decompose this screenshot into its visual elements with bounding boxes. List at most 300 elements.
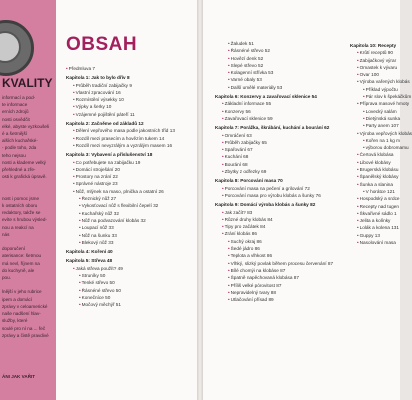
- toc-column-left: [66, 34, 194, 309]
- toc-page-number: 50: [108, 280, 115, 286]
- bullet-icon: •: [357, 167, 359, 173]
- toc-entry: [350, 166, 405, 173]
- toc-entry: [350, 188, 405, 195]
- toc-entry-title: Hovězí denk: [230, 55, 257, 61]
- toc-page-number: 13: [168, 128, 175, 134]
- sidebar-heading: KVALITY: [2, 76, 53, 90]
- toc-entry: [215, 267, 350, 274]
- toc-chapter: [66, 120, 194, 127]
- toc-entry-title: Dietýnská sunka: [365, 115, 401, 121]
- toc-entry: [66, 265, 194, 272]
- toc-entry-title: Vykosťovací nůž s flexibilní čepelí: [81, 203, 152, 209]
- toc-entry-title: Blekový nůž: [81, 239, 107, 245]
- toc-entry-title: Řásnéné střevo: [81, 287, 115, 293]
- toc-page-number: 52: [263, 48, 271, 54]
- toc-entry-title: Výpky a šerky: [75, 104, 105, 110]
- toc-page-number: 18: [145, 152, 153, 158]
- toc-page-number: 62: [322, 125, 330, 131]
- toc-page-number: 86: [265, 253, 273, 259]
- toc-entry: [215, 62, 350, 69]
- toc-entry: [215, 282, 350, 289]
- toc-entry-title: Kapitola 8: Porcování masa: [215, 178, 277, 184]
- toc-entry-title: Loupací nůž: [81, 225, 108, 231]
- toc-entry-title: Tipy pro začátek: [224, 224, 259, 230]
- toc-entry-title: Kapitola 9: Domácí výroba klobás a šunky: [215, 202, 309, 208]
- bullet-icon: •: [228, 238, 230, 244]
- toc-entry-title: Příliš velké pórovitost: [230, 282, 275, 288]
- bullet-icon: •: [228, 253, 230, 259]
- toc-entry-title: Prostory na zrání: [75, 174, 112, 180]
- toc-page-number: 83: [245, 209, 253, 215]
- toc-entry: [66, 202, 194, 209]
- toc-entry-title: Rozdíl mezi prasecím a hovězím tukem: [75, 135, 158, 141]
- bullet-icon: •: [222, 101, 224, 107]
- bullet-icon: •: [222, 169, 224, 175]
- toc-entry: [350, 224, 405, 231]
- bullet-icon: •: [73, 142, 75, 148]
- toc-entry: [215, 47, 350, 54]
- toc-entry-title: Utlačování přísad: [230, 297, 268, 303]
- toc-entry-title: Zabijačkový výrar: [359, 57, 397, 63]
- bullet-icon: •: [228, 275, 230, 281]
- toc-entry: [66, 173, 194, 180]
- toc-page-number: 56: [244, 108, 251, 114]
- toc-chapter: [215, 177, 350, 184]
- toc-entry-title: Jelita a kolínky: [359, 218, 391, 224]
- bullet-icon: •: [73, 188, 75, 194]
- toc-page-number: 52: [256, 62, 264, 68]
- toc-chapter: [350, 42, 405, 49]
- toc-entry: [350, 173, 405, 180]
- toc-entry: [66, 210, 194, 217]
- toc-entry: [215, 139, 350, 146]
- toc-page-number: 16: [114, 89, 121, 95]
- bullet-icon: •: [222, 161, 224, 167]
- bullet-icon: •: [363, 94, 365, 100]
- bullet-icon: •: [222, 147, 224, 153]
- toc-entry: [66, 188, 194, 195]
- toc-entry-title: Šunka a slanina: [359, 181, 394, 187]
- toc-chapter: [66, 257, 194, 264]
- toc-entry: [215, 289, 350, 296]
- toc-entry: [215, 223, 350, 230]
- toc-entry-title: Konečníce: [81, 294, 104, 300]
- toc-entry-title: Zbytky z odřezky: [224, 169, 260, 175]
- toc-entry-title: Správné nástroje: [75, 181, 112, 187]
- toc-entry: [215, 108, 350, 115]
- toc-page-number: 90: [386, 50, 394, 56]
- toc-page-number: 51: [247, 41, 254, 46]
- toc-entry: [350, 151, 405, 158]
- toc-entry: [66, 135, 194, 142]
- toc-entry-title: Spařování: [224, 147, 247, 153]
- toc-entry-title: Základní informace: [224, 101, 265, 107]
- toc-entry-title: Bourání: [224, 161, 242, 167]
- bullet-icon: •: [357, 72, 359, 78]
- toc-entry: [215, 69, 350, 76]
- bullet-icon: •: [222, 132, 224, 138]
- toc-entry-title: Teplota a vlhkost: [230, 253, 266, 259]
- toc-page-number: 27: [109, 196, 117, 202]
- toc-page-number: 87: [274, 282, 282, 288]
- bullet-icon: •: [228, 297, 230, 303]
- bullet-icon: •: [79, 294, 81, 300]
- toc-entry-title: Kořen na 1 kg m: [365, 137, 401, 143]
- bullet-icon: •: [73, 89, 75, 95]
- toc-entry: [66, 272, 194, 279]
- toc-entry: [66, 195, 194, 202]
- bullet-icon: •: [228, 55, 230, 61]
- toc-entry: [66, 287, 194, 294]
- bullet-icon: •: [363, 137, 365, 143]
- bullet-icon: •: [73, 128, 75, 134]
- toc-entry: [215, 100, 350, 107]
- toc-entry-title: Močový měchýř: [81, 302, 115, 308]
- bullet-icon: •: [79, 196, 81, 202]
- bullet-icon: •: [357, 152, 359, 158]
- bullet-icon: •: [222, 108, 224, 114]
- toc-entry-title: Lovecký salám: [365, 108, 397, 114]
- bullet-icon: •: [73, 159, 75, 165]
- bullet-icon: •: [228, 41, 230, 46]
- bullet-icon: •: [357, 130, 359, 136]
- toc-entry: [350, 181, 405, 188]
- toc-entry-title: Brugerská klobásu: [359, 167, 399, 173]
- toc-entry: [66, 301, 194, 308]
- quality-seal-icon: [0, 20, 34, 76]
- toc-entry: [215, 296, 350, 303]
- toc-entry-title: Tenké střevo: [81, 280, 109, 286]
- toc-entry-title: Špatně napěchovaná klobása: [230, 275, 293, 281]
- toc-entry: [215, 55, 350, 62]
- bullet-icon: •: [66, 66, 68, 71]
- toc-entry: [66, 166, 194, 173]
- toc-entry-title: Zrání klobás: [224, 231, 251, 237]
- toc-entry: [350, 144, 409, 151]
- toc-page-number: 33: [106, 239, 114, 245]
- toc-entry: [215, 274, 350, 281]
- toc-page-number: 87: [326, 260, 334, 266]
- bullet-icon: •: [228, 289, 230, 295]
- toc-page-number: 9: [128, 82, 132, 88]
- bullet-icon: •: [222, 192, 224, 198]
- bullet-icon: •: [357, 181, 359, 187]
- toc-entry: [66, 142, 194, 149]
- toc-page-number: 26: [157, 188, 164, 194]
- toc-page-number: 65: [260, 139, 267, 145]
- bullet-icon: •: [363, 145, 365, 151]
- toc-entry-title: Rozdíl mezi nevyzrálým a vyzrálým masem: [75, 142, 166, 148]
- sidebar-footer: ÁNI JAK VAŘIT: [2, 374, 36, 379]
- toc-entry-title: Nůž na šunku: [81, 232, 111, 238]
- toc-entry: [350, 239, 405, 246]
- toc-entry-title: Omastek k vývaru: [359, 64, 398, 70]
- toc-entry-title: Žaludek: [230, 41, 248, 46]
- toc-page-number: 76: [314, 192, 321, 198]
- toc-page-number: 33: [110, 232, 117, 238]
- toc-entry-title: Další umělé materiály: [230, 84, 276, 90]
- toc-entry-title: Krůtí receptů: [359, 50, 387, 56]
- toc-page-number: 107: [389, 123, 399, 129]
- bullet-icon: •: [222, 231, 224, 237]
- toc-entry: [350, 122, 405, 129]
- toc-page-number: 131: [389, 225, 400, 231]
- bullet-icon: •: [73, 181, 75, 187]
- toc-entry-title: Nůž na podvazování klobás: [81, 217, 140, 223]
- toc-page-number: 86: [253, 246, 260, 252]
- toc-page-number: 10: [117, 97, 124, 103]
- toc-page-number: 19: [133, 159, 141, 165]
- toc-entry: [350, 78, 410, 85]
- toc-entry: [215, 168, 350, 175]
- bullet-icon: •: [228, 84, 230, 90]
- toc-page-number: 33: [107, 225, 114, 231]
- toc-entry-title: Omráčení: [224, 132, 246, 138]
- toc-entry-title: Výroba vepřových klobás: [359, 130, 412, 136]
- toc-entry: [215, 161, 350, 168]
- toc-page-number: 68: [241, 161, 248, 167]
- toc-page-number: 88: [269, 289, 277, 295]
- bullet-icon: •: [79, 203, 81, 209]
- toc-entry-title: Různé druhy klobás: [224, 216, 267, 222]
- toc-page-number: 59: [266, 115, 273, 121]
- bullet-icon: •: [228, 282, 230, 288]
- toc-chapter: [66, 248, 194, 255]
- bullet-icon: •: [228, 267, 230, 273]
- toc-entry-title: Varné obaly: [230, 77, 256, 83]
- toc-page-number: 52: [256, 55, 264, 61]
- toc-entry-title: Guppy: [359, 232, 374, 238]
- toc-entry: [350, 130, 412, 137]
- bullet-icon: •: [357, 101, 359, 107]
- bullet-icon: •: [363, 115, 365, 121]
- toc-entry: [215, 192, 350, 199]
- bullet-icon: •: [357, 174, 359, 180]
- toc-entry: [350, 217, 405, 224]
- toc-entry: [215, 146, 350, 153]
- bullet-icon: •: [73, 104, 75, 110]
- toc-chapter: [66, 74, 194, 81]
- bullet-icon: •: [228, 70, 230, 76]
- toc-entry-title: Rozmístění výsekky: [75, 97, 118, 103]
- toc-page-number: 7: [91, 66, 95, 71]
- bullet-icon: •: [357, 210, 359, 216]
- toc-entry-title: Řeznický nůž: [81, 196, 110, 202]
- bullet-icon: •: [79, 287, 81, 293]
- toc-entry: [215, 76, 350, 83]
- toc-column-right: [350, 40, 412, 246]
- toc-entry: [215, 153, 350, 160]
- toc-page-number: 87: [292, 275, 299, 281]
- bullet-icon: •: [363, 86, 365, 92]
- bullet-icon: •: [222, 185, 224, 191]
- toc-entry: [215, 84, 350, 91]
- toc-entry: [66, 159, 194, 166]
- toc-entry-title: Škvařivné sádlo: [359, 210, 393, 216]
- bullet-icon: •: [79, 302, 81, 308]
- toc-page-number: 53: [275, 84, 283, 90]
- toc-page-number: 49: [116, 265, 123, 271]
- toc-entry-title: Domácí stroješání: [75, 166, 114, 172]
- toc-entry: [350, 86, 405, 93]
- toc-page-number: 20: [113, 166, 120, 172]
- toc-entry: [350, 93, 412, 100]
- toc-entry-title: Porcování masa pro výrobu klobás a šunky: [224, 192, 315, 198]
- bullet-icon: •: [228, 48, 230, 54]
- toc-chapter: [215, 124, 350, 131]
- bullet-icon: •: [222, 154, 224, 160]
- toc-entry: [350, 115, 405, 122]
- toc-entry: [66, 127, 194, 134]
- bullet-icon: •: [222, 224, 224, 230]
- toc-entry: [215, 40, 350, 47]
- toc-entry-title: Suchý okraj: [230, 238, 256, 244]
- toc-chapter: [66, 151, 194, 158]
- toc-chapter: [215, 201, 350, 208]
- toc-page-number: 69: [259, 169, 267, 175]
- toc-entry: [215, 115, 350, 122]
- bullet-icon: •: [357, 159, 359, 165]
- toc-entry-title: Kapitola 10: Recepty: [350, 43, 397, 48]
- toc-entry-title: Struníky: [81, 273, 99, 279]
- toc-entry: [215, 185, 350, 192]
- toc-page-number: 22: [111, 174, 118, 180]
- bullet-icon: •: [73, 135, 75, 141]
- toc-page-number: 87: [278, 267, 286, 273]
- toc-entry: [215, 209, 350, 216]
- toc-entry-title: Libové klobásy: [359, 159, 391, 165]
- toc-entry: [350, 210, 405, 217]
- toc-entry-title: Nepravidelný tvary: [230, 289, 270, 295]
- toc-entry-title: Nasolování masa: [359, 240, 396, 246]
- toc-entry-title: Průběh zabijačky: [224, 139, 261, 145]
- bullet-icon: •: [357, 79, 359, 85]
- toc-entry: [66, 103, 194, 110]
- toc-entry-title: Ovar: [359, 72, 370, 78]
- bullet-icon: •: [222, 209, 224, 215]
- toc-entry: [350, 49, 405, 56]
- toc-entry-title: Kapitola 3: Vybavení a příslušenství: [66, 152, 146, 158]
- toc-entry-title: Kapitola 7: Porážka, škrábání, kuchání a bourání: [215, 125, 323, 131]
- toc-page-number: 54: [310, 94, 317, 100]
- toc-page-number: 14: [157, 135, 165, 141]
- toc-page-number: 70: [276, 178, 283, 184]
- toc-entry-title: výborou dobromamu: [365, 145, 409, 151]
- bullet-icon: •: [79, 232, 81, 238]
- toc-entry-title: Co potřebujete na zabijačku: [75, 159, 134, 165]
- toc-entry: [350, 100, 410, 107]
- toc-entry-title: Party anem: [365, 123, 390, 129]
- toc-page-number: 50: [103, 294, 111, 300]
- toc-page-number: 32: [112, 210, 119, 216]
- toc-page-number: 51: [114, 302, 122, 308]
- toc-entry-title: Konzervy: [224, 108, 245, 114]
- toc-entry-title: Kapitola 2: Začněme od základů: [66, 121, 138, 127]
- bullet-icon: •: [222, 216, 224, 222]
- bullet-icon: •: [79, 280, 81, 286]
- bullet-icon: •: [73, 265, 75, 271]
- toc-entry: [215, 238, 350, 245]
- toc-page-number: 86: [255, 238, 262, 244]
- toc-page-number: 67: [246, 147, 253, 153]
- toc-entry-title: Příprava masové hmoty: [359, 101, 410, 107]
- bullet-icon: •: [228, 260, 230, 266]
- toc-entry-title: Jak začít?: [224, 209, 246, 215]
- toc-entry: [66, 96, 194, 103]
- bullet-icon: •: [363, 188, 365, 194]
- toc-entry: [66, 89, 194, 96]
- toc-entry: [66, 180, 194, 187]
- bullet-icon: •: [357, 240, 359, 246]
- toc-entry-title: Kolagenní střívka: [230, 70, 267, 76]
- bullet-icon: •: [79, 273, 81, 279]
- toc-entry-title: Dělení vepřového masa podle jakostních tříd: [75, 128, 169, 134]
- toc-entry-title: Předmluva: [68, 66, 92, 71]
- toc-page-number: 89: [267, 297, 274, 303]
- toc-page-number: 55: [264, 101, 272, 107]
- toc-entry-title: Hospodský a srdce: [359, 196, 400, 202]
- toc-entry: [66, 111, 194, 118]
- toc-entry: [215, 252, 350, 259]
- bullet-icon: •: [73, 97, 75, 103]
- toc-chapter: [215, 93, 350, 100]
- bullet-icon: •: [228, 77, 230, 83]
- toc-page-number: 86: [250, 231, 257, 237]
- bullet-icon: •: [357, 57, 359, 63]
- toc-entry-title: Kapitola 1: Jak to bylo dřív: [66, 75, 126, 81]
- sidebar-text: informací a pod- te informace erních zdrojů nosti osvědčit elké, abyste vyzkoušeli é a šetrnější alších kuchařské- - podle toho, zda teho nejsou nosti a klademe velký přehledné a zře- osti k grafická úpravě. nost i pomoc jsme k ostatních oboru redaktory, takže se evíte s hrubou výsled- nou a reakcí na nás doporučení aterisance: šetrnou má nevl, říjnem na do kuchyně, ale pou. lnější v jeho rubrice ipem a domácí zprávy v celoamerické naše nadšení hlav- služby, které soulé pro ní na ... řeč zprávy a čistě pravdivé: [2, 95, 49, 338]
- toc-entry: [350, 64, 405, 71]
- bullet-icon: •: [357, 196, 359, 202]
- toc-entry: [215, 245, 350, 252]
- toc-entry: [350, 57, 405, 64]
- toc-entry: [350, 195, 405, 202]
- toc-entry: [66, 239, 194, 246]
- bullet-icon: •: [357, 203, 359, 209]
- toc-entry-title: Jaká střeva použít?: [75, 265, 117, 271]
- toc-entry-title: Španělský klobásy: [359, 174, 399, 180]
- toc-page-number: 100: [369, 72, 379, 78]
- toc-page-number: 13: [373, 232, 380, 238]
- left-page: [0, 0, 197, 400]
- toc-page-number: 84: [258, 224, 266, 230]
- toc-entry: [66, 279, 194, 286]
- toc-page-number: 40: [106, 249, 113, 255]
- toc-entry-title: Recepty nad tugen: [359, 203, 400, 209]
- toc-title: OBSAH: [66, 34, 138, 55]
- right-page: [203, 0, 412, 400]
- toc-page-number: 10: [104, 104, 112, 110]
- toc-entry: [215, 132, 350, 139]
- toc-page-number: 53: [266, 70, 274, 76]
- toc-page-number: 23: [111, 181, 118, 187]
- bullet-icon: •: [73, 166, 75, 172]
- toc-entry: [66, 224, 194, 231]
- toc-entry-title: Nůž, mlýnek na maso, plnička a ostatní: [75, 188, 158, 194]
- bullet-icon: •: [79, 217, 81, 223]
- toc-entry: [66, 217, 194, 224]
- toc-page-number: 82: [308, 202, 316, 208]
- toc-page-number: 8: [125, 75, 130, 81]
- bullet-icon: •: [79, 225, 81, 231]
- toc-page-number: 84: [266, 216, 273, 222]
- toc-entry-title: Výroba vařených klobás: [359, 79, 410, 85]
- toc-page-number: 12: [137, 121, 144, 127]
- toc-page-number: 121: [385, 188, 395, 194]
- toc-entry-title: Pár slov k špekáčkům: [365, 94, 412, 100]
- toc-entry-title: Šedé jádro: [230, 246, 254, 252]
- bullet-icon: •: [73, 82, 75, 88]
